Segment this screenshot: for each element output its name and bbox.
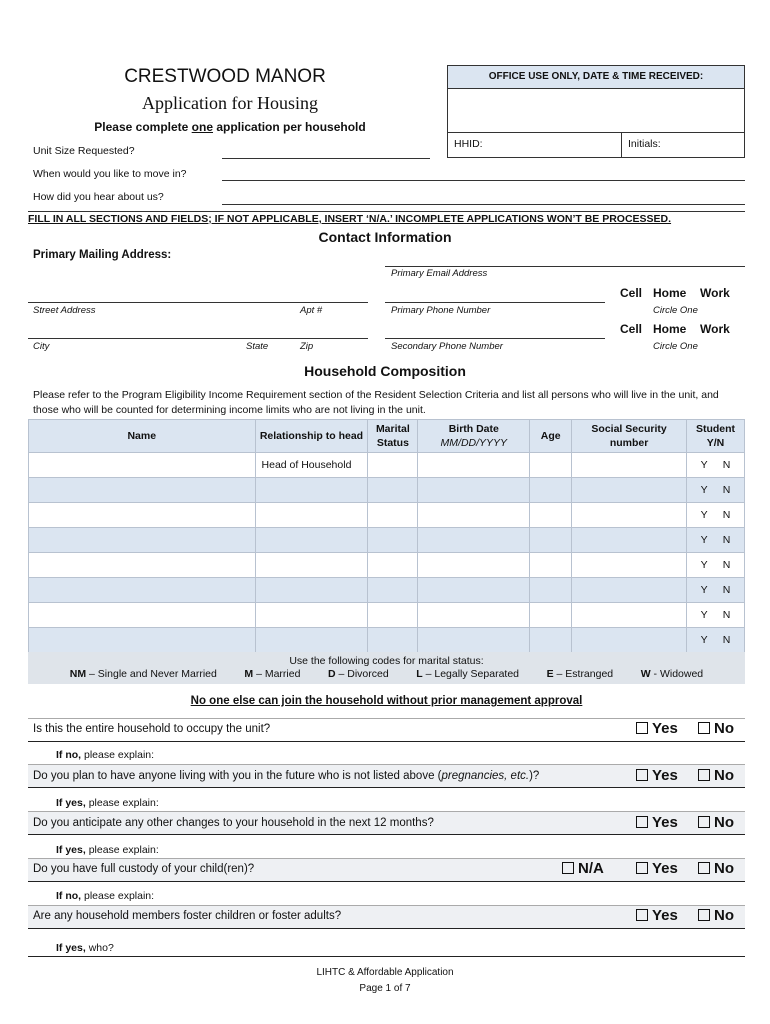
- relationship-cell: Head of Household: [255, 453, 368, 478]
- checkbox-icon: [636, 769, 648, 781]
- question-1: Is this the entire household to occupy the unit?: [33, 723, 271, 735]
- q2-no[interactable]: No: [698, 767, 734, 784]
- household-heading: Household Composition: [304, 363, 466, 379]
- q5-follow: If yes, who?: [56, 942, 114, 954]
- footer-title: LIHTC & Affordable Application: [316, 967, 454, 978]
- move-in-label: When would you like to move in?: [33, 168, 187, 180]
- phone1-work[interactable]: Work: [700, 286, 730, 300]
- marital-codes: Use the following codes for marital status: NM – Single and Never Married M – Married D – Divorced L – Legally Separated E – Estranged W - Widowed: [28, 652, 745, 684]
- zip-label: Zip: [300, 341, 314, 352]
- circle-one-2: Circle One: [653, 341, 698, 352]
- checkbox-icon: [698, 862, 710, 874]
- student-y[interactable]: Y: [700, 584, 708, 596]
- q4-no[interactable]: No: [698, 860, 734, 877]
- q3-no[interactable]: No: [698, 814, 734, 831]
- unit-size-label: Unit Size Requested?: [33, 145, 135, 157]
- primary-phone-label: Primary Phone Number: [391, 305, 491, 316]
- instruction: Please complete one application per household: [94, 120, 366, 134]
- checkbox-icon: [636, 909, 648, 921]
- phone2-work[interactable]: Work: [700, 322, 730, 336]
- checkbox-icon: [698, 769, 710, 781]
- student-y[interactable]: Y: [700, 509, 708, 521]
- checkbox-icon: [636, 816, 648, 828]
- apt-label: Apt #: [300, 305, 323, 316]
- street-label: Street Address: [33, 305, 96, 316]
- student-n[interactable]: N: [722, 509, 731, 521]
- q3-follow: If yes, please explain:: [56, 844, 159, 856]
- checkbox-icon: [636, 722, 648, 734]
- state-label: State: [246, 341, 269, 352]
- primary-phone-field[interactable]: [385, 302, 605, 303]
- office-use-box: [447, 65, 745, 158]
- street-field[interactable]: [28, 302, 368, 303]
- page-number: Page 1 of 7: [359, 983, 411, 994]
- q1-yes[interactable]: Yes: [636, 720, 678, 737]
- unit-size-field[interactable]: [222, 158, 430, 159]
- checkbox-icon: [698, 816, 710, 828]
- q4-yes[interactable]: Yes: [636, 860, 678, 877]
- q4-na[interactable]: N/A: [562, 860, 604, 877]
- contact-heading: Contact Information: [318, 229, 452, 245]
- q3-yes[interactable]: Yes: [636, 814, 678, 831]
- table-row: [29, 578, 745, 603]
- move-in-field[interactable]: [222, 180, 745, 181]
- col-ssn: Social Security number: [572, 420, 687, 453]
- phone2-home[interactable]: Home: [653, 322, 687, 336]
- col-relationship: Relationship to head: [255, 420, 368, 453]
- table-row: [29, 553, 745, 578]
- household-table: [28, 419, 745, 653]
- warning-text: FILL IN ALL SECTIONS AND FIELDS; IF NOT APPLICABLE, INSERT ‘N/A.’ INCOMPLETE APPLICATIONS WON’T BE PROCESSED.: [28, 213, 672, 225]
- student-y[interactable]: Y: [700, 559, 708, 571]
- city-label: City: [33, 341, 50, 352]
- student-y[interactable]: Y: [700, 534, 708, 546]
- q2-yes[interactable]: Yes: [636, 767, 678, 784]
- secondary-phone-label: Secondary Phone Number: [391, 341, 503, 352]
- student-n[interactable]: N: [722, 609, 731, 621]
- table-row: [29, 478, 745, 503]
- checkbox-icon: [562, 862, 574, 874]
- table-row: [29, 528, 745, 553]
- checkbox-icon: [698, 909, 710, 921]
- student-n[interactable]: N: [722, 634, 731, 646]
- question-4: Do you have full custody of your child(ren)?: [33, 863, 255, 875]
- hear-about-field[interactable]: [222, 204, 745, 205]
- student-y[interactable]: Y: [700, 609, 708, 621]
- checkbox-icon: [698, 722, 710, 734]
- approval-notice: No one else can join the household without prior management approval: [190, 695, 583, 707]
- student-y[interactable]: Y: [700, 634, 708, 646]
- checkbox-icon: [636, 862, 648, 874]
- initials-label: Initials:: [628, 138, 661, 150]
- table-row: [29, 603, 745, 628]
- phone2-cell[interactable]: Cell: [620, 322, 643, 336]
- q1-no[interactable]: No: [698, 720, 734, 737]
- student-n[interactable]: N: [722, 534, 731, 546]
- student-n[interactable]: N: [722, 559, 731, 571]
- q4-follow: If no, please explain:: [56, 890, 155, 902]
- secondary-phone-field[interactable]: [385, 338, 605, 339]
- primary-mailing-label: Primary Mailing Address:: [33, 249, 172, 261]
- property-title: CRESTWOOD MANOR: [124, 66, 326, 87]
- phone1-home[interactable]: Home: [653, 286, 687, 300]
- student-y[interactable]: Y: [700, 459, 708, 471]
- hhid-label: HHID:: [454, 138, 483, 150]
- table-row: [29, 503, 745, 528]
- city-field[interactable]: [28, 338, 368, 339]
- q2-follow: If yes, please explain:: [56, 797, 159, 809]
- phone1-cell[interactable]: Cell: [620, 286, 643, 300]
- question-2: Do you plan to have anyone living with you in the future who is not listed above (pregnancies, etc.)?: [33, 770, 540, 782]
- question-3: Do you anticipate any other changes to your household in the next 12 months?: [33, 817, 434, 829]
- student-n[interactable]: N: [722, 484, 731, 496]
- col-student: Student Y/N: [686, 420, 744, 453]
- col-age: Age: [530, 420, 572, 453]
- email-field[interactable]: [385, 266, 745, 267]
- household-intro: Please refer to the Program Eligibility Income Requirement section of the Resident Selection Criteria and list all persons who will live in the unit, and those who will be counted for determining income limits who are not living in the unit.: [33, 389, 719, 416]
- student-y[interactable]: Y: [700, 484, 708, 496]
- q1-follow: If no, please explain:: [56, 749, 155, 761]
- email-label: Primary Email Address: [391, 268, 488, 279]
- student-n[interactable]: N: [722, 459, 731, 471]
- q5-no[interactable]: No: [698, 907, 734, 924]
- hear-about-label: How did you hear about us?: [33, 191, 164, 203]
- question-5: Are any household members foster children or foster adults?: [33, 910, 342, 922]
- table-row: [29, 453, 745, 478]
- col-name: Name: [29, 420, 256, 453]
- form-subtitle: Application for Housing: [142, 93, 318, 113]
- circle-one-1: Circle One: [653, 305, 698, 316]
- col-marital: Marital Status: [368, 420, 418, 453]
- q5-yes[interactable]: Yes: [636, 907, 678, 924]
- office-use-heading: OFFICE USE ONLY, DATE & TIME RECEIVED:: [448, 66, 744, 89]
- student-n[interactable]: N: [722, 584, 731, 596]
- table-row: [29, 628, 745, 653]
- col-birth: Birth Date MM/DD/YYYY: [418, 420, 530, 453]
